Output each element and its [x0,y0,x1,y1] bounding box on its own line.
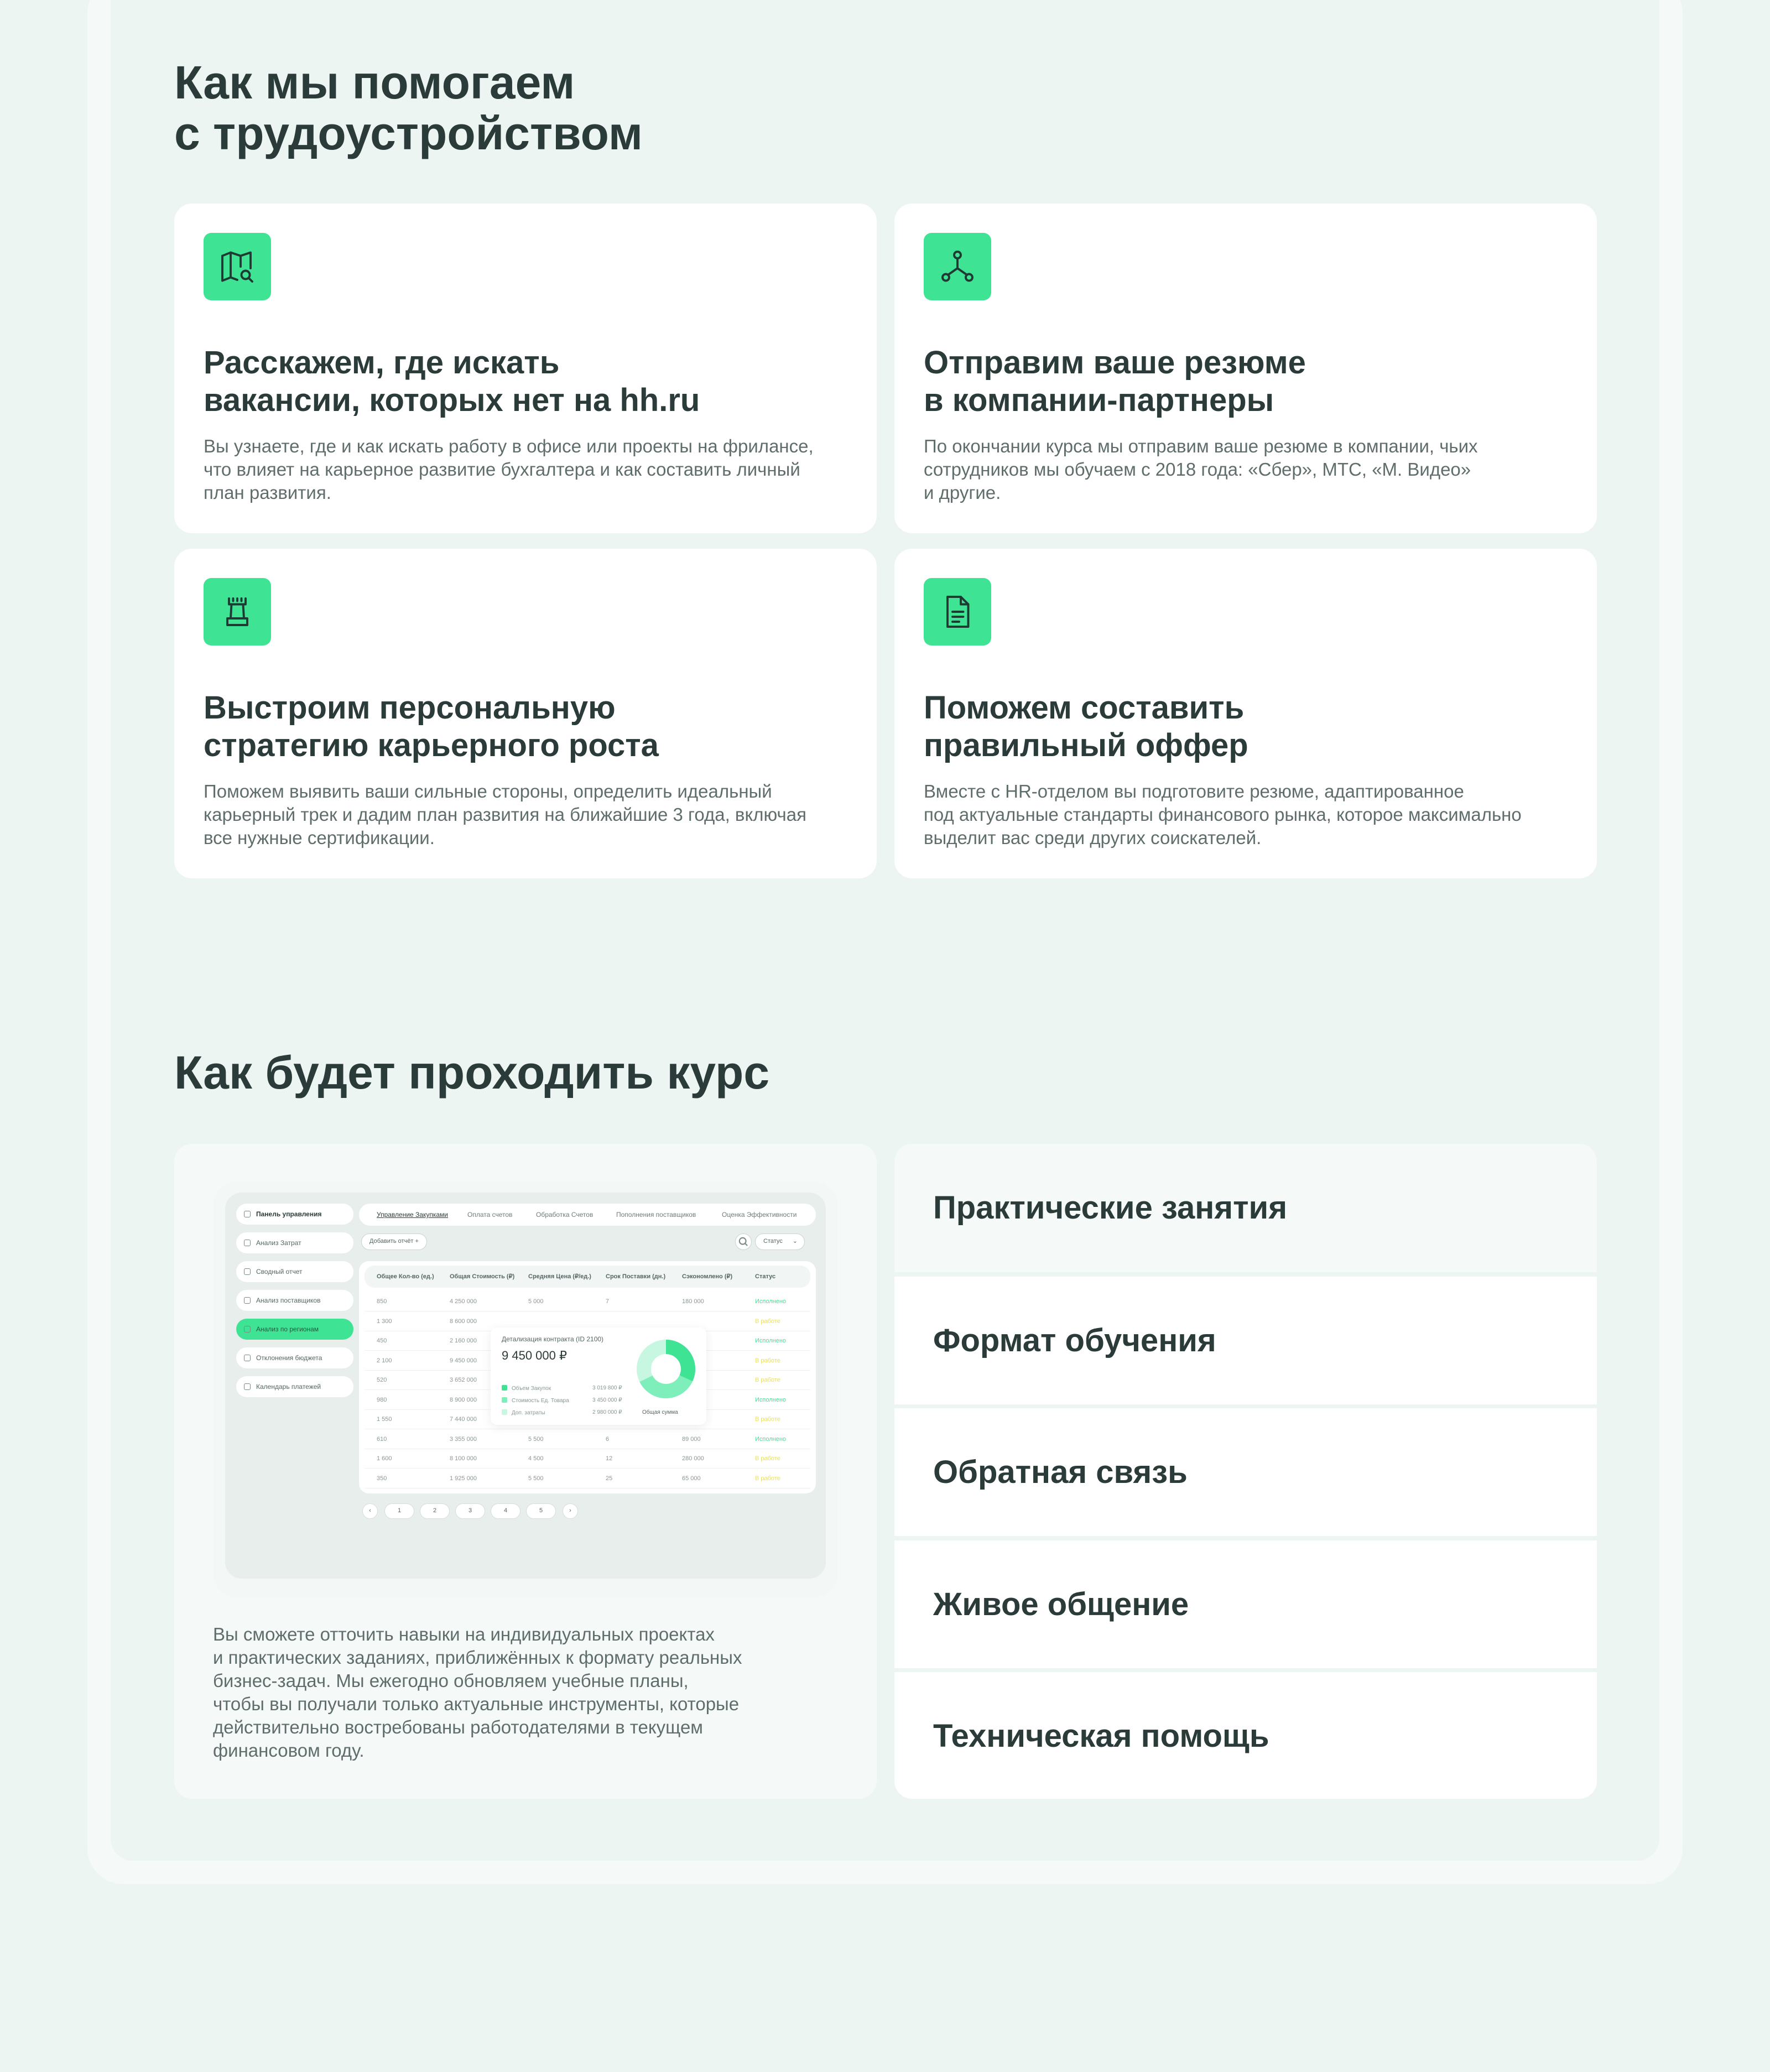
map-search-icon [204,233,271,300]
card-title [924,344,1560,419]
mockup-status-cell: В работе [755,1455,780,1462]
card-text-line: и другие. [924,482,1001,503]
sidebar-item-label: Анализ по регионам [256,1325,319,1333]
course-description-line: финансовом году. [213,1740,365,1761]
sidebar-item-icon [244,1297,251,1304]
mockup-table-cell: 1 300 [377,1318,392,1325]
mockup-table-row [365,1430,810,1449]
sidebar-item-icon [244,1326,251,1332]
mockup-sidebar-item [236,1347,353,1368]
card-text [204,435,840,504]
card-title-line: стратегию карьерного роста [204,727,659,763]
mockup-table-cell: 89 000 [682,1435,701,1443]
dashboard-mockup [213,1181,838,1597]
mockup-column-header: Срок Поставки (дн.) [606,1273,666,1280]
card-text-line: По окончании курса мы отправим ваше резюме в компании, чьих [924,436,1478,456]
legend-label: Стоимость Ед. Товара [512,1398,569,1404]
card-text [924,435,1560,504]
mockup-table-cell: 8 900 000 [450,1396,477,1403]
mockup-table-cell: 5 500 [528,1435,544,1443]
card-title-line: Расскажем, где искать [204,345,560,381]
mockup-table-cell: 1 600 [377,1455,392,1462]
mockup-status-cell: Исполнено [755,1396,787,1403]
help-card-career-strategy [174,549,877,878]
mockup-table-row [365,1449,810,1469]
mockup-table-cell: 850 [377,1298,387,1305]
mockup-tab: Управление Закупками [377,1211,448,1219]
mockup-tab: Оплата счетов [467,1211,513,1219]
course-description-line: чтобы вы получали только актуальные инструменты, которые [213,1694,740,1714]
legend-label: Объем Закупок [512,1386,551,1392]
mockup-table-cell: 25 [606,1475,613,1482]
card-text-line: что влияет на карьерное развитие бухгалтера и как составить личный [204,459,800,480]
mockup-table-cell: 8 100 000 [450,1455,477,1462]
mockup-column-header: Сэкономлено (₽) [682,1273,733,1280]
sidebar-item-label: Панель управления [256,1210,322,1218]
help-section-title [174,57,643,159]
document-icon [924,578,991,645]
mockup-status-cell: В работе [755,1475,780,1482]
mockup-table-cell: 7 [606,1298,610,1305]
chevron-right-icon: › [563,1503,578,1519]
mockup-table-cell: 2 160 000 [450,1337,477,1344]
mockup-status-cell: В работе [755,1416,780,1423]
card-title [204,344,840,419]
course-description-line: и практических заданиях, приближённых к формату реальных [213,1647,742,1668]
mockup-tab: Пополнения поставщиков [616,1211,696,1219]
network-icon [924,233,991,300]
mockup-table-cell: 5 500 [528,1475,544,1482]
card-title [924,689,1560,764]
feature-label: Практические занятия [933,1190,1288,1226]
help-title-line-1: Как мы помогаем [174,56,575,108]
course-feature-tech-support[interactable] [894,1672,1597,1799]
mockup-table-cell: 180 000 [682,1298,704,1305]
mockup-status-cell: Исполнено [755,1435,787,1443]
mockup-table-cell: 12 [606,1455,613,1462]
mockup-page-button: 1 [384,1503,414,1519]
mockup-column-header: Общее Кол-во (ед.) [377,1273,434,1280]
card-text [204,780,840,850]
course-description-line: Вы сможете отточить навыки на индивидуальных проектах [213,1624,715,1644]
mockup-table-cell: 280 000 [682,1455,704,1462]
mockup-tab: Обработка Счетов [536,1211,594,1219]
card-title [204,689,840,764]
course-feature-practice[interactable] [894,1144,1597,1272]
card-text-line: все нужные сертификации. [204,827,435,848]
mockup-table-cell: 5 000 [528,1298,544,1305]
mockup-sidebar-item [236,1261,353,1282]
mockup-column-header: Средняя Цена (₽/ед.) [528,1273,591,1280]
legend-label: Доп. затраты [512,1410,545,1416]
card-title-line: правильный оффер [924,727,1248,763]
mockup-page-button: 2 [420,1503,450,1519]
sidebar-item-label: Сводный отчет [256,1268,303,1276]
card-text-line: под актуальные стандарты финансового рынка, которое максимально [924,804,1522,825]
sidebar-item-icon [244,1268,251,1275]
popup-legend-item [502,1409,545,1416]
mockup-page-button: 5 [526,1503,556,1519]
mockup-table-row [365,1469,810,1488]
course-preview-panel [174,1144,877,1799]
mockup-table-cell: 9 450 000 [450,1357,477,1364]
mockup-table-cell: 7 440 000 [450,1416,477,1423]
mockup-table-header [365,1266,810,1288]
course-feature-live-communication[interactable] [894,1540,1597,1668]
popup-legend-value: 2 980 000 ₽ [592,1409,622,1415]
mockup-table-cell: 450 [377,1337,387,1344]
mockup-table-row [365,1292,810,1311]
mockup-sidebar-item [236,1376,353,1397]
course-description-line: бизнес-задач. Мы ежегодно обновляем учебные планы, [213,1670,689,1691]
mockup-tabs [359,1204,816,1226]
mockup-table-cell: 4 500 [528,1455,544,1462]
help-card-offer [894,549,1597,878]
popup-legend-value: 3 019 800 ₽ [592,1385,622,1391]
mockup-status-cell: Исполнено [755,1337,787,1344]
mockup-add-report-button: Добавить отчёт + [361,1233,427,1250]
mockup-column-header: Общая Стоимость (₽) [450,1273,515,1280]
mockup-status-cell: В работе [755,1357,780,1364]
mockup-table-cell: 520 [377,1377,387,1383]
sidebar-item-label: Анализ поставщиков [256,1297,321,1304]
card-text-line: план развития. [204,482,331,503]
mockup-table-cell: 610 [377,1435,387,1443]
dashboard-screen [225,1193,826,1579]
course-feature-feedback[interactable] [894,1408,1597,1536]
card-title-line: в компании-партнеры [924,382,1274,418]
sidebar-item-label: Анализ Затрат [256,1239,301,1247]
mockup-search-icon [735,1233,752,1250]
mockup-status-cell: В работе [755,1318,780,1325]
card-text-line: выделит вас среди других соискателей. [924,827,1262,848]
mockup-tab: Оценка Эффективности [722,1211,797,1219]
card-text-line: Вы узнаете, где и как искать работу в офисе или проекты на фрилансе, [204,436,814,456]
card-text-line: сотрудников мы обучаем с 2018 года: «Сбер», МТС, «М. Видео» [924,459,1471,480]
feature-label: Формат обучения [933,1323,1216,1358]
feature-label: Техническая помощь [933,1718,1269,1754]
mockup-status-filter [755,1233,805,1250]
feature-label: Обратная связь [933,1454,1188,1490]
card-title-line: Отправим ваше резюме [924,345,1306,381]
mockup-page-button: 3 [455,1503,485,1519]
mockup-column-header: Статус [755,1273,776,1280]
mockup-table-cell: 1 550 [377,1416,392,1423]
chevron-left-icon: ‹ [362,1503,378,1519]
mockup-status-cell: В работе [755,1377,780,1383]
sidebar-item-icon [244,1211,251,1217]
popup-legend-value: 3 450 000 ₽ [592,1397,622,1403]
mockup-table-cell: 1 925 000 [450,1475,477,1482]
mockup-page-button: 4 [491,1503,520,1519]
course-section-title: Как будет проходить курс [174,1047,770,1099]
course-feature-format[interactable] [894,1277,1597,1404]
mockup-table-cell: 4 250 000 [450,1298,477,1305]
mockup-table-cell: 2 100 [377,1357,392,1364]
course-description-line: действительно востребованы работодателями в текущем [213,1717,703,1737]
popup-donut-chart [636,1339,696,1399]
mockup-table-cell: 65 000 [682,1475,701,1482]
mockup-status-filter-label: Статус [763,1238,783,1245]
mockup-table-cell: 3 652 000 [450,1377,477,1383]
sidebar-item-label: Отклонения бюджета [256,1354,322,1362]
card-text-line: Вместе с HR-отделом вы подготовите резюме, адаптированное [924,781,1464,801]
mockup-table-cell: 6 [606,1435,610,1443]
help-card-vacancies [174,204,877,533]
mockup-table-cell: 8 600 000 [450,1318,477,1325]
card-title-line: Выстроим персональную [204,690,616,726]
mockup-sidebar-item [236,1232,353,1253]
feature-label: Живое общение [933,1586,1189,1622]
chess-rook-icon [204,578,271,645]
sidebar-item-label: Календарь платежей [256,1383,321,1391]
card-text [924,780,1560,850]
card-title-line: вакансии, которых нет на hh.ru [204,382,700,418]
mockup-table-cell: 3 355 000 [450,1435,477,1443]
mockup-sidebar-item [236,1204,353,1225]
chevron-down-icon: ⌄ [792,1238,798,1245]
mockup-table-cell: 350 [377,1475,387,1482]
sidebar-item-icon [244,1240,251,1246]
mockup-sidebar-item [236,1319,353,1340]
mockup-table-cell: 980 [377,1396,387,1403]
help-title-line-2: с трудоустройством [174,107,643,159]
popup-title: Детализация контракта (ID 2100) [502,1335,604,1343]
popup-legend-item [502,1385,551,1392]
mockup-contract-popup [491,1327,706,1425]
course-description [213,1623,832,1762]
sidebar-item-icon [244,1383,251,1390]
card-text-line: Поможем выявить ваши сильные стороны, определить идеальный [204,781,772,801]
help-card-resume-partners [894,204,1597,533]
popup-legend-item [502,1397,569,1404]
card-title-line: Поможем составить [924,690,1245,726]
donut-label: Общая сумма [642,1409,678,1415]
mockup-status-cell: Исполнено [755,1298,787,1305]
mockup-sidebar-item [236,1290,353,1311]
sidebar-item-icon [244,1355,251,1361]
popup-value: 9 450 000 ₽ [502,1349,567,1362]
card-text-line: карьерный трек и дадим план развития на ближайшие 3 года, включая [204,804,806,825]
